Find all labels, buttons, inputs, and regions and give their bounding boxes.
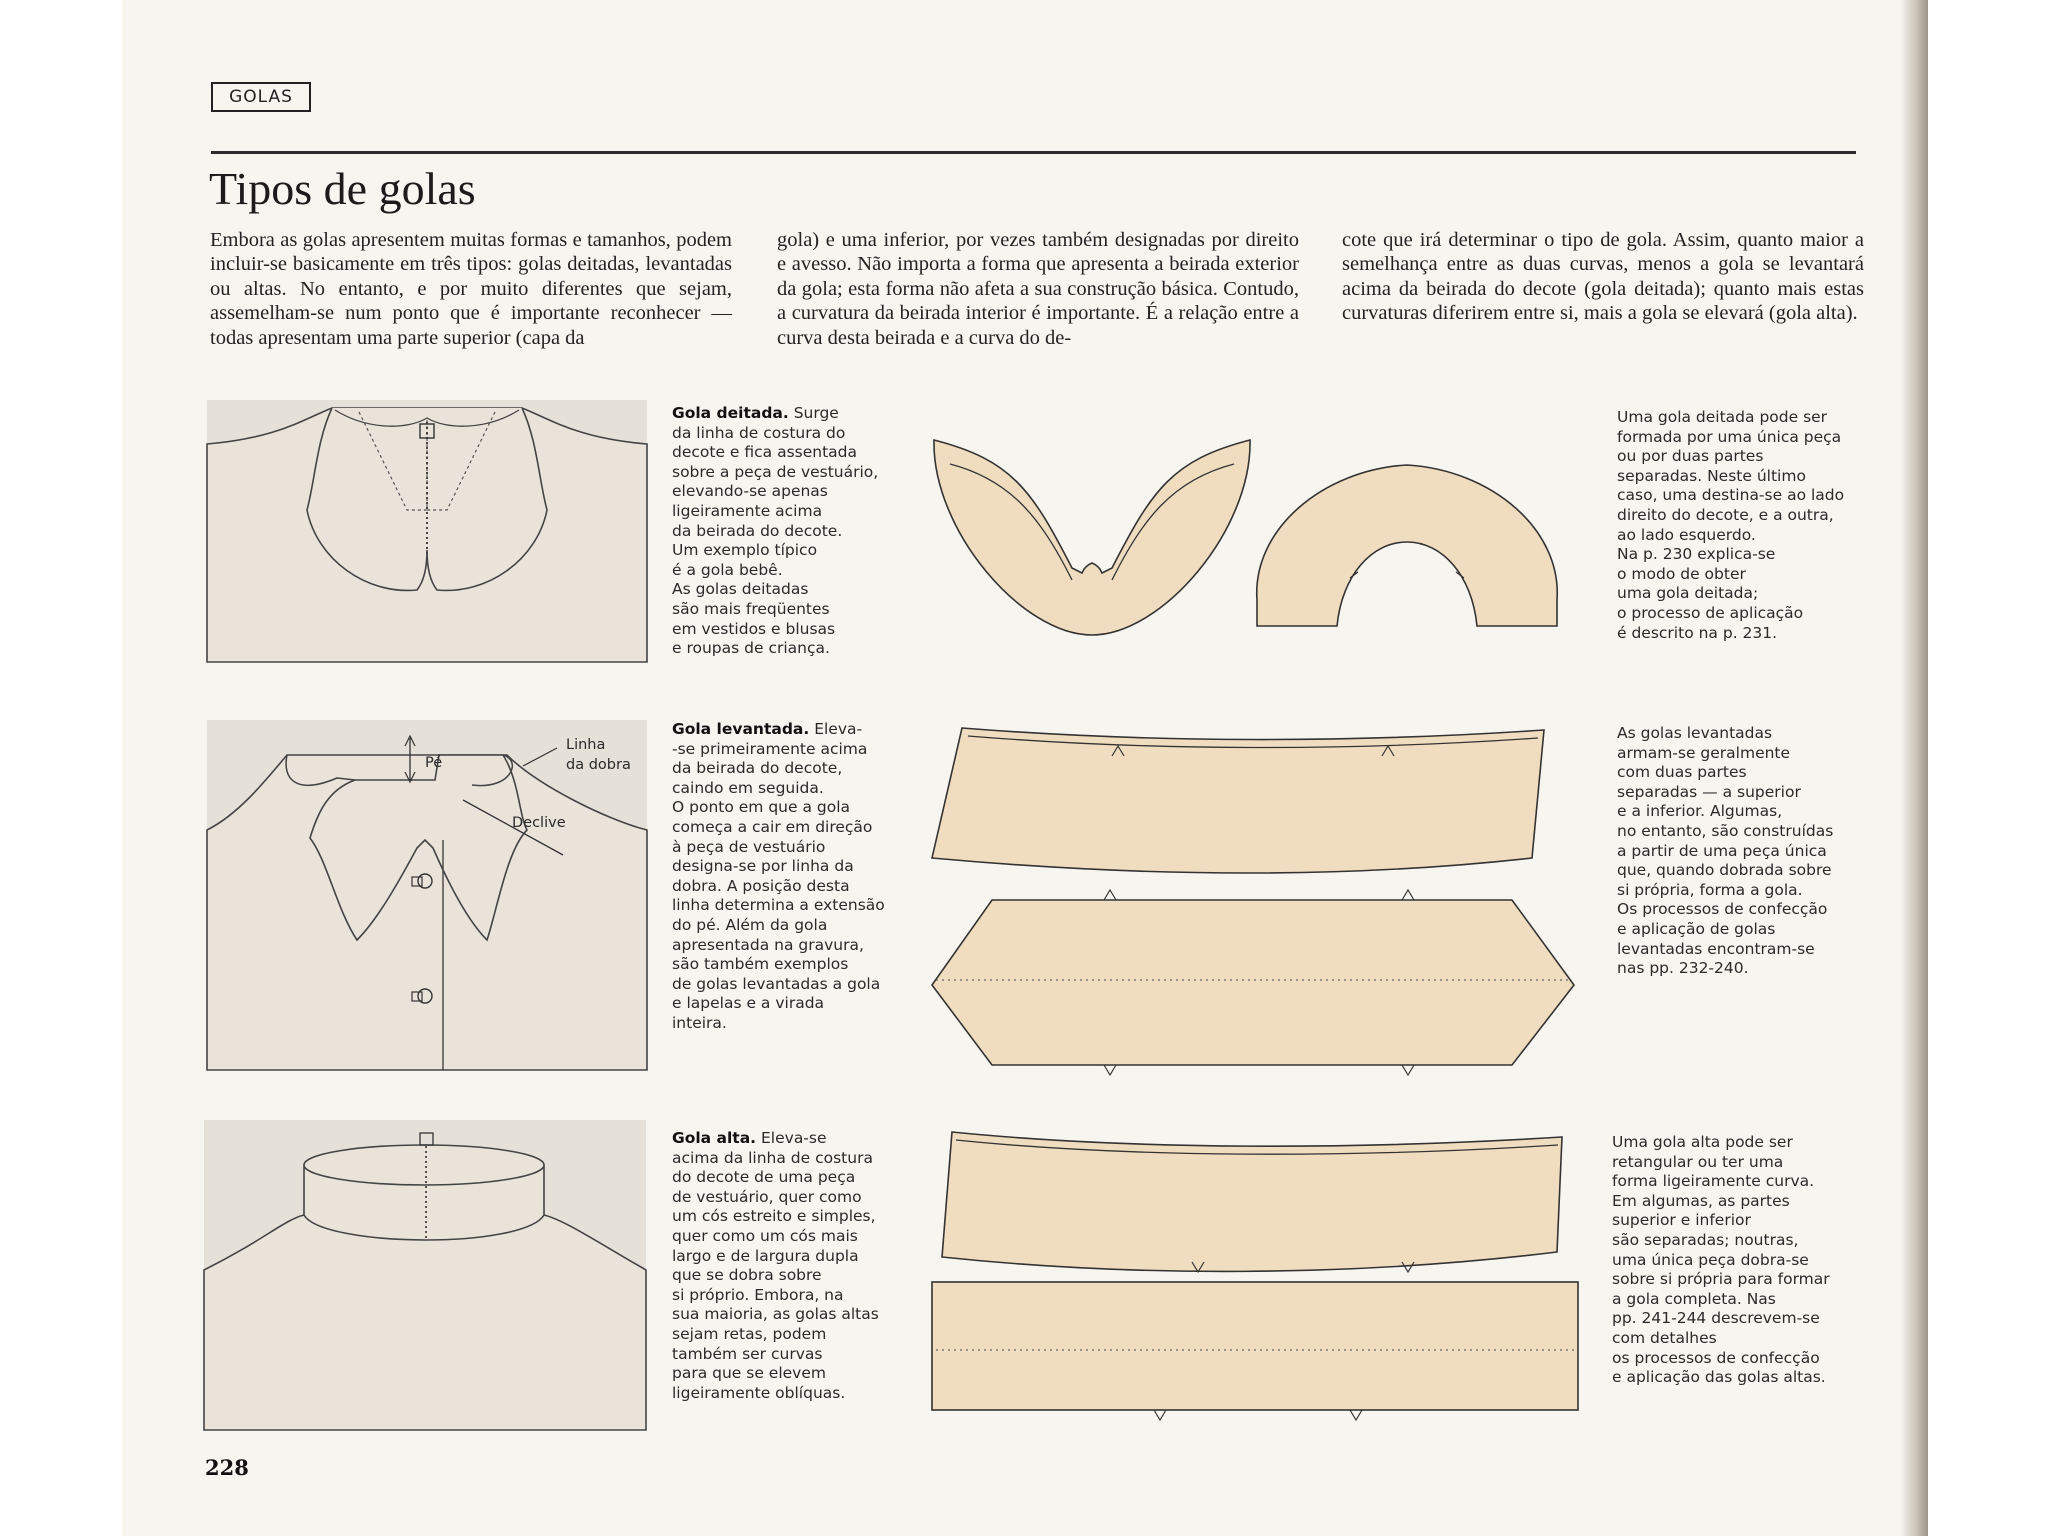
header-rule	[211, 151, 1856, 154]
standing-collar-caption	[672, 1129, 912, 1403]
intro-column-1: Embora as golas apresentem muitas formas e tamanhos, podem incluir-se basicamente em três tipos: golas deitadas, levantadas ou altas. No entanto, e por muito diferentes que sejam, assemelham-se num ponto que é importante reconhecer —todas apresentam uma parte superior (capa da	[210, 229, 732, 349]
label-linha: Linha	[566, 737, 606, 753]
flat-collar-caption-body: Surge da linha de costura do decote e fica assentada sobre a peça de vestuário, elevando-se apenas ligeiramente acima da beirada do decote. Um exemplo típico é a gola bebê. As golas deitadas são mais freqüentes em vestidos e blusas e roupas de criança.	[672, 404, 879, 658]
flat-collar-one-piece-pattern	[1252, 460, 1562, 630]
standing-collar-note: Uma gola alta pode ser retangular ou ter uma forma ligeiramente curva. Em algumas, as partes superior e inferior são separadas; noutras, uma única peça dobra-se sobre si própria para formar a gola completa. Nas pp. 241-244 descrevem-se com detalhes os processos de confecção e aplicação das golas altas.	[1612, 1133, 1830, 1387]
rolled-collar-upper-pattern	[932, 718, 1574, 878]
label-pe: Pé	[425, 755, 443, 771]
rolled-collar-caption-title: Gola levantada.	[672, 720, 810, 738]
page-title: Tipos de golas	[209, 163, 476, 214]
standing-collar-curved-pattern	[932, 1132, 1574, 1280]
standing-collar-illustration	[204, 1120, 646, 1430]
rolled-collar-note: As golas levantadas armam-se geralmente com duas partes separadas — a superior e a inferior. Algumas, no entanto, são construídas a partir de uma peça única que, quando dobrada sobre si própria, forma a gola. Os processos de confecção e aplicação de golas levantadas encontram-se nas pp. 232-240.	[1617, 724, 1834, 978]
intro-column-2: gola) e uma inferior, por vezes também designadas por direito e avesso. Não importa a forma que apresenta a beirada exterior da gola; esta forma não afeta a sua construção básica. Contudo, a curvatura da beirada interior é importante. É a relação entre a curva desta beirada e a curva do de-	[777, 229, 1299, 349]
flat-collar-caption-title: Gola deitada.	[672, 404, 789, 422]
rolled-collar-caption-body: Eleva- -se primeiramente acima da beirada do decote, caindo em seguida. O ponto em que a gola começa a cair em direção à peça de vestuário designa-se por linha da dobra. A posição desta linha determina a extensão do pé. Além da gola apresentada na gravura, são também exemplos de golas levantadas a gola e lapelas e a virada inteira.	[672, 720, 885, 1032]
label-da-dobra: da dobra	[566, 757, 631, 773]
page-margin	[1928, 0, 2048, 1536]
flat-collar-illustration	[207, 400, 647, 662]
flat-collar-note: Uma gola deitada pode ser formada por uma única peça ou por duas partes separadas. Neste último caso, uma destina-se ao lado direito do decote, e a outra, ao lado esquerdo. Na p. 230 explica-se o modo de obter uma gola deitada; o processo de aplicação é descrito na p. 231.	[1617, 408, 1845, 642]
page-number: 228	[205, 1455, 249, 1480]
intro-column-3: cote que irá determinar o tipo de gola. Assim, quanto maior a semelhança entre as duas curvas, menos a gola se levantará acima da beirada do decote (gola deitada); quanto mais estas curvaturas diferirem entre si, mais a gola se elevará (gola alta).	[1342, 229, 1864, 325]
rolled-collar-under-pattern	[932, 890, 1574, 1080]
standing-collar-caption-body: Eleva-se acima da linha de costura do decote de uma peça de vestuário, quer como um cós estreito e simples, quer como um cós mais largo e de largura dupla que se dobra sobre si próprio. Embora, na sua maioria, as golas altas sejam retas, podem também ser curvas para que se elevem ligeiramente oblíquas.	[672, 1129, 879, 1402]
flat-collar-caption	[672, 404, 912, 659]
standing-collar-straight-pattern	[932, 1282, 1578, 1422]
standing-collar-caption-title: Gola alta.	[672, 1129, 757, 1147]
section-tag: GOLAS	[211, 82, 311, 112]
label-declive: Declive	[512, 815, 566, 831]
rolled-collar-caption	[672, 720, 912, 1034]
flat-collar-two-piece-pattern	[932, 430, 1252, 640]
